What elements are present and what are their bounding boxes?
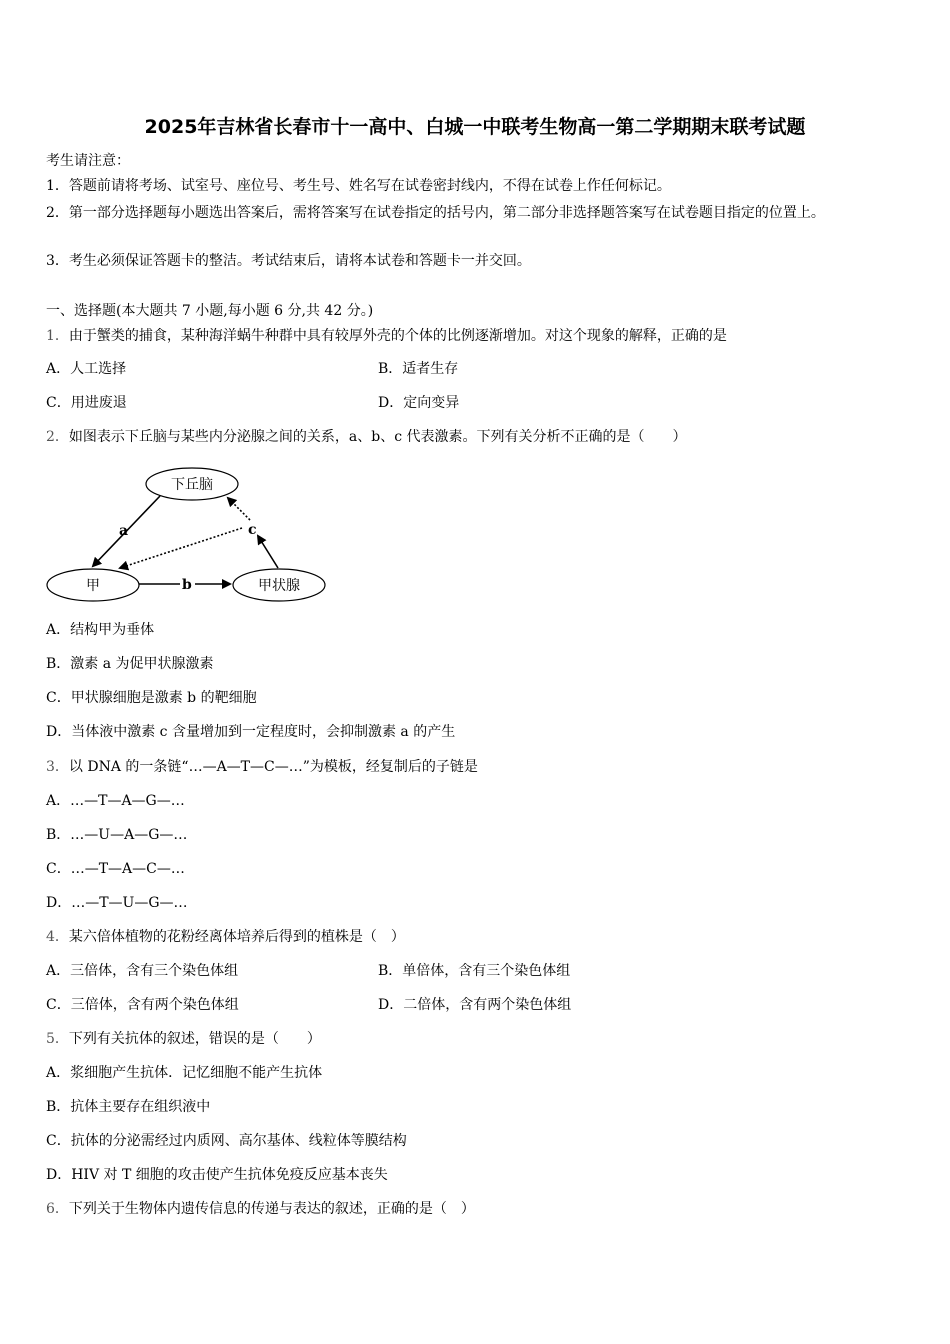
question-number: 3． <box>46 759 69 775</box>
hormone-diagram <box>40 460 340 610</box>
question-stem: 由于蟹类的捕食，某种海洋蜗牛种群中具有较厚外壳的个体的比例逐渐增加。对这个现象的解释，正确的是 <box>68 328 727 344</box>
option-a: A．结构甲为垂体 <box>46 622 155 638</box>
question-number: 1． <box>46 328 69 344</box>
node-hypothalamus-label: 下丘脑 <box>171 477 213 493</box>
section-heading: 一、选择题(本大题共 7 小题,每小题 6 分,共 42 分。) <box>46 303 374 319</box>
option-a: A．…—T—A—G—… <box>46 793 185 809</box>
option-c: C．三倍体，含有两个染色体组 <box>46 997 239 1013</box>
option-c: C．…—T—A—C—… <box>46 861 185 877</box>
notice-heading: 考生请注意： <box>46 153 130 169</box>
question-stem: 某六倍体植物的花粉经离体培养后得到的植株是（ ） <box>68 929 405 945</box>
question-number: 5． <box>46 1031 69 1047</box>
option-c: C．用进废退 <box>46 395 127 411</box>
question-number: 4． <box>46 929 69 945</box>
label-b: b <box>182 577 192 593</box>
question-5 <box>46 1029 321 1049</box>
option-a: A．人工选择 <box>46 361 127 377</box>
notice-item-1: 1．答题前请将考场、试室号、座位号、考生号、姓名写在试卷密封线内，不得在试卷上作任何标记。 <box>46 178 671 194</box>
option-d: D．二倍体，含有两个染色体组 <box>378 997 572 1013</box>
option-b: B．激素 a 为促甲状腺激素 <box>46 656 214 672</box>
question-1 <box>46 326 727 346</box>
question-number: 2． <box>46 429 69 445</box>
question-stem: 以 DNA 的一条链“…—A—T—C—…”为模板，经复制后的子链是 <box>68 759 478 775</box>
option-b: B．…—U—A—G—… <box>46 827 188 843</box>
question-3 <box>46 757 478 777</box>
node-thyroid-label: 甲状腺 <box>258 578 300 594</box>
arrow-c-solid <box>258 536 278 568</box>
option-c: C．甲状腺细胞是激素 b 的靶细胞 <box>46 690 257 706</box>
option-d: D．…—T—U—G—… <box>46 895 188 911</box>
option-d: D．定向变异 <box>378 395 460 411</box>
exam-title: 2025年吉林省长春市十一高中、白城一中联考生物高一第二学期期末联考试题 <box>144 116 806 138</box>
question-stem: 下列关于生物体内遗传信息的传递与表达的叙述，正确的是（ ） <box>68 1201 475 1217</box>
option-a: A．三倍体，含有三个染色体组 <box>46 963 239 979</box>
option-d: D．当体液中激素 c 含量增加到一定程度时，会抑制激素 a 的产生 <box>46 724 456 740</box>
question-stem: 下列有关抗体的叙述，错误的是（ ） <box>68 1031 321 1047</box>
node-jia-label: 甲 <box>86 578 100 594</box>
arrow-c-dotted-left <box>120 528 242 568</box>
option-d: D．HIV 对 T 细胞的攻击使产生抗体免疫反应基本丧失 <box>46 1167 388 1183</box>
option-b: B．适者生存 <box>378 361 459 377</box>
question-6 <box>46 1199 475 1219</box>
option-c: C．抗体的分泌需经过内质网、高尔基体、线粒体等膜结构 <box>46 1133 407 1149</box>
option-b: B．单倍体，含有三个染色体组 <box>378 963 571 979</box>
label-c: c <box>248 522 257 538</box>
question-4 <box>46 927 405 947</box>
question-stem: 如图表示下丘脑与某些内分泌腺之间的关系，a、b、c 代表激素。下列有关分析不正确的是（ ） <box>68 429 687 445</box>
notice-item-2: 2．第一部分选择题每小题选出答案后，需将答案写在试卷指定的括号内，第二部分非选择题答案写在试卷题目指定的位置上。 <box>46 205 825 221</box>
question-number: 6． <box>46 1201 69 1217</box>
notice-item-3: 3．考生必须保证答题卡的整洁。考试结束后，请将本试卷和答题卡一并交回。 <box>46 253 531 269</box>
question-2 <box>46 427 687 447</box>
arrow-c-dotted-up <box>228 498 250 520</box>
option-b: B．抗体主要存在组织液中 <box>46 1099 211 1115</box>
label-a: a <box>119 523 129 539</box>
option-a: A．浆细胞产生抗体．记忆细胞不能产生抗体 <box>46 1065 323 1081</box>
